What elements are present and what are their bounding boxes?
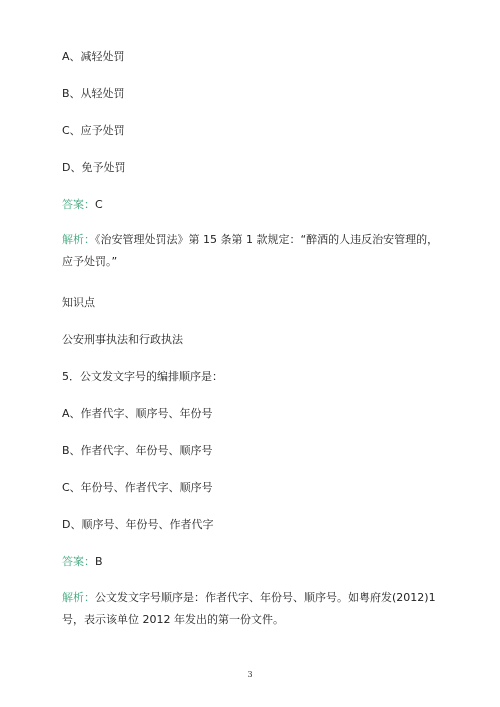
q5-option-c: C、年份号、作者代字、顺序号 — [62, 481, 213, 494]
page-number: 3 — [247, 670, 253, 679]
q5-analysis-label: 解析： — [62, 591, 95, 604]
q4-option-d: D、免予处罚 — [62, 161, 126, 174]
q5-option-b: B、作者代字、年份号、顺序号 — [62, 444, 213, 457]
q4-analysis-label: 解析： — [62, 233, 95, 246]
q4-analysis — [62, 229, 442, 273]
q4-option-c: C、应予处罚 — [62, 124, 125, 137]
q5-answer — [62, 555, 103, 569]
q4-knowledge-value: 公安刑事执法和行政执法 — [62, 333, 183, 346]
q5-answer-value: B — [95, 555, 103, 568]
q5-answer-label: 答案： — [62, 555, 95, 568]
q4-knowledge-label: 知识点 — [62, 296, 95, 309]
q4-option-b: B、从轻处罚 — [62, 87, 125, 100]
q5-analysis — [62, 587, 442, 631]
q4-answer-value: C — [95, 198, 103, 211]
q5-option-a: A、作者代字、顺序号、年份号 — [62, 407, 213, 420]
q4-answer — [62, 198, 103, 212]
q4-analysis-text: 《治安管理处罚法》第 15 条第 1 款规定：“醉酒的人违反治安管理的，应予处罚。” — [62, 233, 439, 268]
q5-option-d: D、顺序号、年份号、作者代字 — [62, 518, 214, 531]
q4-option-a: A、减轻处罚 — [62, 50, 125, 63]
q5-question: 5．公文发文字号的编排顺序是： — [62, 370, 223, 383]
q5-analysis-text: 公文发文字号顺序是：作者代字、年份号、顺序号。如粤府发(2012)1 号，表示该单位 2012 年发出的第一份文件。 — [62, 591, 436, 626]
q4-answer-label: 答案： — [62, 198, 95, 211]
